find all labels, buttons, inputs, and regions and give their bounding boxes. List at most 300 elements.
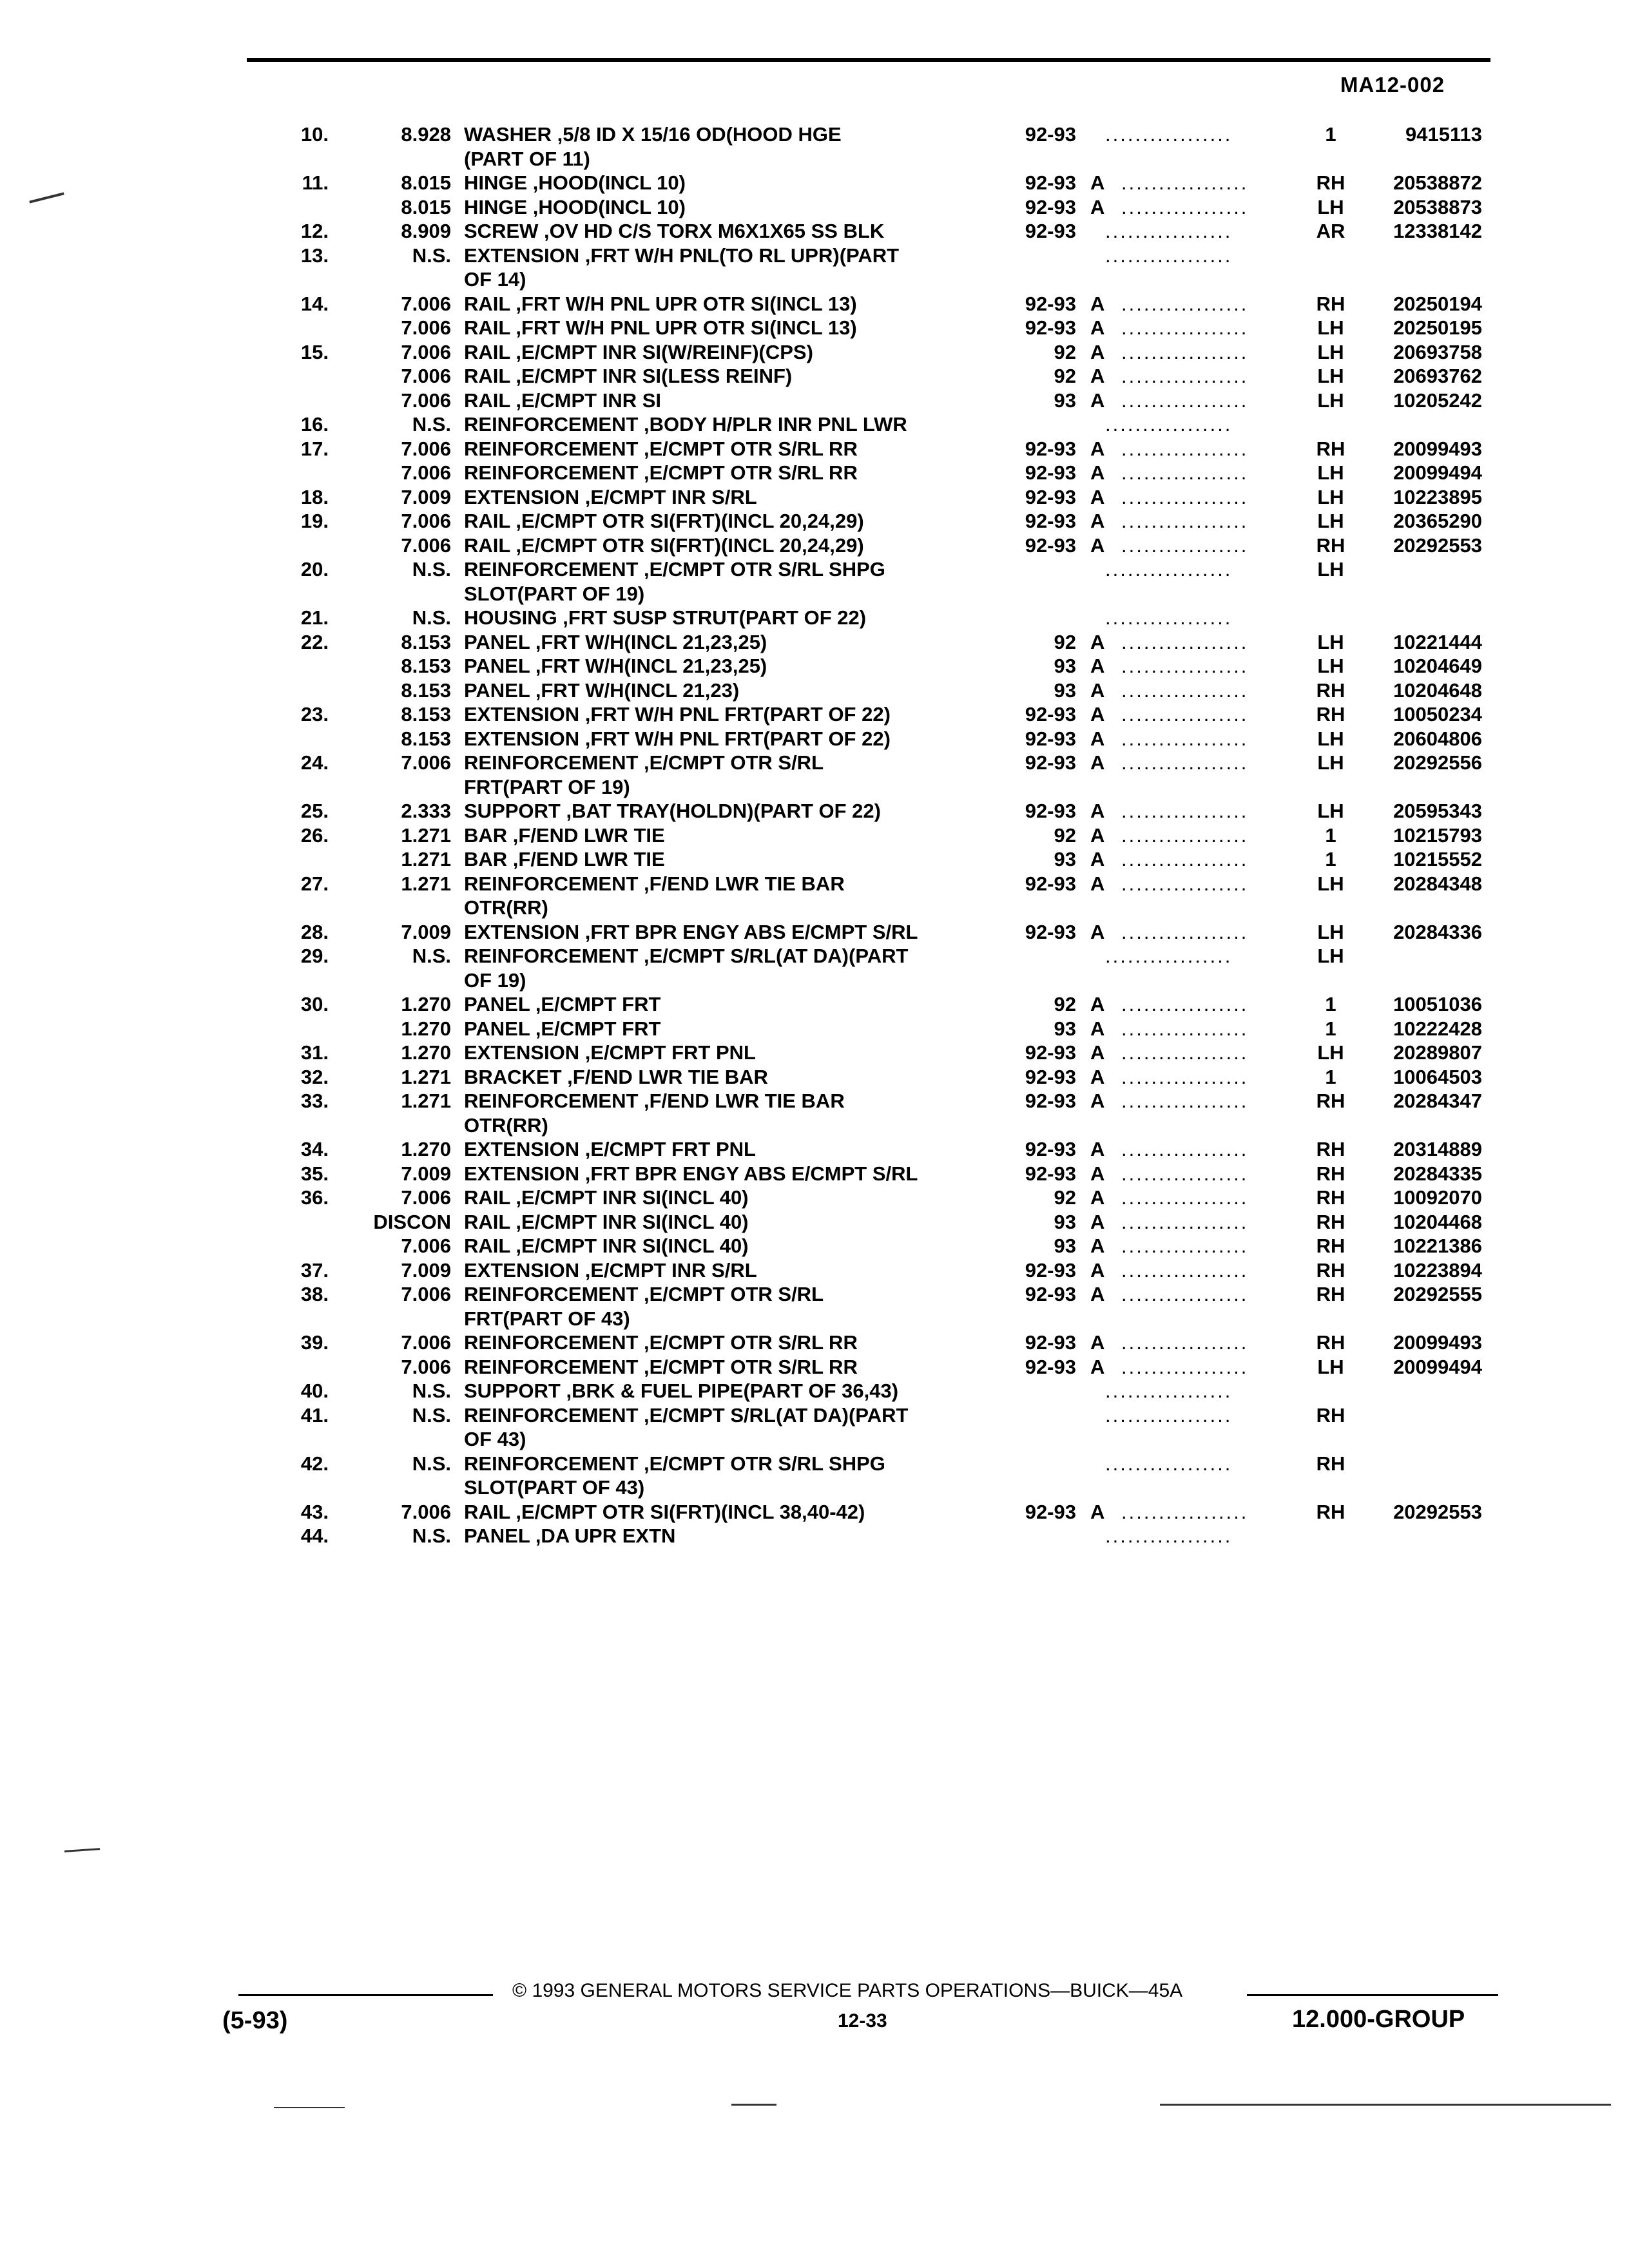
- group-number: 8.153: [401, 703, 451, 726]
- part-description: [464, 437, 999, 461]
- quantity: RH: [1316, 1235, 1345, 1257]
- leader-dots: .................: [1121, 1331, 1249, 1354]
- model-code: A: [1090, 365, 1105, 387]
- model-code: A: [1090, 461, 1105, 484]
- part-description: [464, 992, 999, 1017]
- leader-dots: .................: [1121, 533, 1249, 557]
- part-number: 20292556: [1393, 751, 1482, 774]
- description-text: EXTENSION ,FRT W/H PNL FRT(PART OF 22): [464, 703, 897, 726]
- leader-dots: .................: [1121, 389, 1249, 412]
- model-code: A: [1090, 1283, 1105, 1305]
- description-text: RAIL ,E/CMPT INR SI: [464, 389, 668, 412]
- model-code: A: [1090, 751, 1105, 774]
- group-number: N.S.: [412, 945, 451, 967]
- model-year: 92-93: [1025, 1258, 1076, 1282]
- model-year: 92-93: [1025, 1283, 1076, 1305]
- table-row: [277, 1500, 1501, 1524]
- table-row: [277, 1379, 1501, 1403]
- part-number: 9415113: [1405, 123, 1482, 146]
- description-text: RAIL ,E/CMPT OTR SI(FRT)(INCL 38,40-42): [464, 1501, 871, 1523]
- group-number: 8.153: [401, 655, 451, 677]
- description-text: BAR ,F/END LWR TIE: [464, 848, 671, 870]
- leader-dots: .................: [1121, 751, 1249, 774]
- part-description: [464, 872, 999, 896]
- leader-dots: .................: [1105, 1403, 1233, 1427]
- part-number: 20289807: [1393, 1041, 1482, 1064]
- model-year: 92-93: [1025, 1500, 1076, 1523]
- quantity: RH: [1316, 1162, 1345, 1185]
- model-year: 93: [1054, 389, 1076, 412]
- ref-number: 11.: [302, 171, 329, 194]
- part-number: 20292553: [1393, 1500, 1482, 1523]
- part-number: 20292553: [1393, 533, 1482, 557]
- ref-number: 17.: [300, 437, 329, 460]
- quantity: LH: [1317, 389, 1344, 412]
- table-row: [277, 1113, 1501, 1138]
- part-description: [464, 727, 999, 751]
- part-description: [464, 702, 999, 727]
- ref-number: 27.: [300, 872, 329, 895]
- description-text: OF 43): [464, 1428, 532, 1450]
- part-number: 20099494: [1393, 461, 1482, 484]
- model-year: 92-93: [1025, 533, 1076, 557]
- description-text: RAIL ,E/CMPT INR SI(INCL 40): [464, 1186, 755, 1209]
- leader-dots: .................: [1121, 1017, 1249, 1040]
- leader-dots: .................: [1121, 993, 1249, 1015]
- group-number: 1.271: [401, 1065, 451, 1088]
- ref-number: 12.: [300, 220, 329, 242]
- table-row: [277, 267, 1501, 292]
- model-code: A: [1090, 920, 1105, 943]
- leader-dots: .................: [1105, 1452, 1233, 1475]
- leader-dots: .................: [1121, 872, 1249, 895]
- part-number: 10223894: [1393, 1258, 1482, 1282]
- ref-number: 14.: [300, 292, 329, 315]
- description-text: OTR(RR): [464, 1114, 555, 1137]
- description-text: EXTENSION ,E/CMPT INR S/RL: [464, 486, 764, 508]
- part-description: [464, 582, 1269, 606]
- leader-dots: .................: [1121, 1041, 1249, 1064]
- scan-mark: [29, 192, 64, 203]
- part-description: [464, 1427, 1269, 1452]
- part-description: [464, 461, 999, 485]
- part-number: 20314889: [1393, 1138, 1482, 1160]
- model-year: 92-93: [1025, 195, 1076, 218]
- description-text: REINFORCEMENT ,E/CMPT OTR S/RL RR: [464, 1356, 864, 1378]
- quantity: RH: [1316, 171, 1345, 194]
- table-row: [277, 1017, 1501, 1041]
- table-row: [277, 606, 1501, 630]
- model-year: 92-93: [1025, 510, 1076, 532]
- group-number: 7.006: [401, 292, 451, 315]
- description-text: PANEL ,FRT W/H(INCL 21,23): [464, 679, 746, 702]
- leader-dots: .................: [1105, 1524, 1233, 1547]
- table-row: [277, 678, 1501, 703]
- leader-dots: .................: [1121, 292, 1249, 315]
- leader-dots: .................: [1105, 1379, 1233, 1402]
- part-description: [464, 1089, 999, 1113]
- leader-dots: .................: [1121, 195, 1249, 218]
- group-number: 7.006: [401, 461, 451, 484]
- model-year: 93: [1054, 848, 1076, 870]
- table-row: [277, 557, 1501, 582]
- part-number: 20604806: [1393, 727, 1482, 750]
- model-code: A: [1090, 1065, 1105, 1088]
- group-number: 8.153: [401, 630, 451, 653]
- leader-dots: .................: [1121, 1258, 1249, 1282]
- description-text: EXTENSION ,E/CMPT FRT PNL: [464, 1138, 762, 1160]
- quantity: RH: [1316, 678, 1345, 702]
- group-number: 7.009: [401, 1258, 451, 1282]
- group-number: 2.333: [401, 800, 451, 822]
- part-description: [464, 267, 1269, 292]
- ref-number: 36.: [300, 1186, 329, 1209]
- leader-dots: .................: [1121, 510, 1249, 532]
- description-text: REINFORCEMENT ,E/CMPT OTR S/RL: [464, 751, 830, 774]
- table-row: [277, 968, 1501, 993]
- part-description: [464, 968, 1269, 993]
- group-number: 7.006: [401, 751, 451, 774]
- part-number: 20099493: [1393, 1331, 1482, 1354]
- part-description: [464, 1500, 999, 1524]
- leader-dots: .................: [1121, 800, 1249, 822]
- model-code: A: [1090, 1041, 1105, 1064]
- description-text: PANEL ,DA UPR EXTN: [464, 1524, 682, 1547]
- quantity: RH: [1316, 1138, 1345, 1160]
- description-text: BAR ,F/END LWR TIE: [464, 824, 671, 847]
- model-code: A: [1090, 171, 1105, 194]
- description-text: SLOT(PART OF 43): [464, 1476, 651, 1499]
- part-description: [464, 171, 999, 195]
- ref-number: 25.: [300, 800, 329, 822]
- ref-number: 37.: [300, 1258, 329, 1282]
- quantity: RH: [1316, 1186, 1345, 1209]
- ref-number: 23.: [300, 703, 329, 726]
- description-text: EXTENSION ,FRT BPR ENGY ABS E/CMPT S/RL: [464, 1162, 924, 1185]
- quantity: AR: [1316, 220, 1345, 242]
- part-number: 20284347: [1393, 1090, 1482, 1112]
- quantity: RH: [1316, 1258, 1345, 1282]
- quantity: 1: [1325, 993, 1336, 1015]
- ref-number: 10.: [300, 123, 329, 146]
- part-number: 20284348: [1393, 872, 1482, 895]
- group-number: 7.009: [401, 920, 451, 943]
- model-code: A: [1090, 510, 1105, 532]
- part-description: [464, 1355, 999, 1379]
- description-text: HOUSING ,FRT SUSP STRUT(PART OF 22): [464, 606, 872, 629]
- quantity: LH: [1317, 1041, 1344, 1064]
- leader-dots: .................: [1121, 1500, 1249, 1523]
- part-number: 10215552: [1393, 848, 1482, 870]
- quantity: RH: [1316, 292, 1345, 315]
- model-code: A: [1090, 1162, 1105, 1185]
- model-code: A: [1090, 1090, 1105, 1112]
- ref-number: 22.: [300, 630, 329, 653]
- table-row: [277, 1307, 1501, 1331]
- part-number: 20099493: [1393, 437, 1482, 460]
- ref-number: 32.: [300, 1065, 329, 1088]
- footer-rule-right: [1247, 1994, 1498, 1996]
- quantity: LH: [1317, 316, 1344, 339]
- group-number: N.S.: [412, 1524, 451, 1547]
- leader-dots: .................: [1121, 365, 1249, 387]
- quantity: 1: [1325, 1017, 1336, 1040]
- model-year: 92-93: [1025, 123, 1076, 146]
- table-row: [277, 896, 1501, 920]
- group-number: 7.006: [401, 1283, 451, 1305]
- part-number: 10204468: [1393, 1210, 1482, 1233]
- table-row: [277, 1331, 1501, 1355]
- part-number: 10064503: [1393, 1065, 1482, 1088]
- description-text: HINGE ,HOOD(INCL 10): [464, 196, 692, 218]
- model-year: 92-93: [1025, 171, 1076, 194]
- model-code: A: [1090, 800, 1105, 822]
- model-code: A: [1090, 1258, 1105, 1282]
- revision-date: (5-93): [222, 2007, 288, 2034]
- model-year: 92-93: [1025, 1355, 1076, 1378]
- quantity: RH: [1316, 533, 1345, 557]
- group-number: 7.006: [401, 437, 451, 460]
- quantity: LH: [1317, 751, 1344, 774]
- model-code: A: [1090, 533, 1105, 557]
- part-description: [464, 485, 999, 510]
- table-row: [277, 775, 1501, 800]
- description-text: RAIL ,E/CMPT OTR SI(FRT)(INCL 20,24,29): [464, 510, 871, 532]
- footer-rule-left: [238, 1994, 493, 1996]
- quantity: RH: [1316, 1210, 1345, 1233]
- ref-number: 38.: [300, 1283, 329, 1305]
- model-year: 92-93: [1025, 703, 1076, 726]
- page-number: 12-33: [838, 2010, 887, 2032]
- description-text: REINFORCEMENT ,E/CMPT S/RL(AT DA)(PART: [464, 1404, 914, 1427]
- description-text: OTR(RR): [464, 896, 555, 919]
- part-description: [464, 389, 999, 413]
- leader-dots: .................: [1121, 171, 1249, 194]
- model-code: A: [1090, 1210, 1105, 1233]
- leader-dots: .................: [1121, 1186, 1249, 1209]
- description-text: RAIL ,E/CMPT INR SI(W/REINF)(CPS): [464, 341, 820, 363]
- model-year: 92-93: [1025, 727, 1076, 750]
- description-text: HINGE ,HOOD(INCL 10): [464, 171, 692, 194]
- group-number: N.S.: [412, 1379, 451, 1402]
- table-row: [277, 437, 1501, 461]
- group-number: 8.015: [401, 171, 451, 194]
- model-code: A: [1090, 292, 1105, 315]
- group-number: 8.015: [401, 195, 451, 218]
- part-description: [464, 654, 999, 678]
- group-number: 7.006: [401, 1331, 451, 1354]
- table-row: [277, 1452, 1501, 1476]
- part-number: 20292555: [1393, 1283, 1482, 1305]
- description-text: REINFORCEMENT ,BODY H/PLR INR PNL LWR: [464, 413, 914, 436]
- part-description: [464, 630, 999, 655]
- group-number: 7.006: [401, 533, 451, 557]
- table-row: [277, 364, 1501, 389]
- group-number: N.S.: [412, 606, 451, 629]
- quantity: RH: [1316, 703, 1345, 726]
- part-description: [464, 1137, 999, 1162]
- leader-dots: .................: [1105, 244, 1233, 267]
- top-rule: [247, 58, 1490, 62]
- part-number: 10223895: [1393, 485, 1482, 508]
- part-number: 10204649: [1393, 655, 1482, 677]
- part-number: 10204648: [1393, 678, 1482, 702]
- table-row: [277, 992, 1501, 1017]
- model-code: A: [1090, 823, 1105, 847]
- part-number: 10050234: [1393, 703, 1482, 726]
- part-description: [464, 533, 999, 558]
- description-text: PANEL ,FRT W/H(INCL 21,23,25): [464, 631, 773, 653]
- part-number: 10051036: [1393, 993, 1482, 1015]
- description-text: (PART OF 11): [464, 148, 597, 170]
- quantity: 1: [1325, 123, 1336, 146]
- description-text: REINFORCEMENT ,E/CMPT OTR S/RL: [464, 1283, 830, 1305]
- leader-dots: .................: [1121, 1090, 1249, 1112]
- group-number: 7.006: [401, 365, 451, 387]
- part-number: 20250194: [1393, 292, 1482, 315]
- model-code: A: [1090, 340, 1105, 363]
- description-text: REINFORCEMENT ,E/CMPT OTR S/RL RR: [464, 461, 864, 484]
- model-year: 92: [1054, 993, 1076, 1015]
- model-year: 93: [1054, 1210, 1076, 1233]
- leader-dots: .................: [1105, 220, 1233, 242]
- quantity: LH: [1317, 340, 1344, 363]
- model-year: 93: [1054, 1017, 1076, 1040]
- leader-dots: .................: [1105, 945, 1233, 967]
- scan-mark: [731, 2104, 776, 2106]
- table-row: [277, 727, 1501, 751]
- group-number: 7.006: [401, 1355, 451, 1378]
- ref-number: 20.: [300, 558, 329, 581]
- part-description: [464, 219, 999, 244]
- part-description: [464, 195, 999, 220]
- scan-mark: [1160, 2104, 1611, 2106]
- description-text: FRT(PART OF 19): [464, 776, 637, 798]
- quantity: RH: [1316, 1500, 1345, 1523]
- leader-dots: .................: [1105, 123, 1233, 146]
- table-row: [277, 751, 1501, 775]
- part-description: [464, 751, 999, 775]
- group-number: 1.270: [401, 993, 451, 1015]
- parts-list: [277, 122, 1501, 1548]
- scan-mark: [64, 1848, 100, 1852]
- group-number: 7.009: [401, 485, 451, 508]
- group-number: 7.006: [401, 316, 451, 339]
- group-number: N.S.: [412, 1452, 451, 1475]
- description-text: RAIL ,E/CMPT OTR SI(FRT)(INCL 20,24,29): [464, 534, 871, 557]
- model-year: 93: [1054, 655, 1076, 677]
- part-description: [464, 1331, 999, 1355]
- description-text: EXTENSION ,FRT BPR ENGY ABS E/CMPT S/RL: [464, 921, 924, 943]
- ref-number: 21.: [300, 606, 329, 629]
- table-row: [277, 1524, 1501, 1548]
- model-year: 92: [1054, 1186, 1076, 1209]
- table-row: [277, 1403, 1501, 1428]
- quantity: RH: [1316, 1283, 1345, 1305]
- leader-dots: .................: [1121, 703, 1249, 726]
- description-text: REINFORCEMENT ,E/CMPT OTR S/RL SHPG: [464, 558, 892, 581]
- group-number: 7.006: [401, 510, 451, 532]
- ref-number: 18.: [300, 485, 329, 508]
- part-description: [464, 316, 999, 340]
- leader-dots: .................: [1121, 340, 1249, 363]
- description-text: SCREW ,OV HD C/S TORX M6X1X65 SS BLK: [464, 220, 891, 242]
- quantity: LH: [1317, 485, 1344, 508]
- group-label: 12.000-GROUP: [1292, 2006, 1465, 2033]
- model-year: 92-93: [1025, 1162, 1076, 1185]
- description-text: WASHER ,5/8 ID X 15/16 OD(HOOD HGE: [464, 123, 848, 146]
- ref-number: 42.: [300, 1452, 329, 1475]
- part-number: 10092070: [1393, 1186, 1482, 1209]
- model-code: A: [1090, 1017, 1105, 1040]
- part-description: [464, 1113, 1269, 1138]
- quantity: LH: [1317, 800, 1344, 822]
- leader-dots: .................: [1121, 727, 1249, 750]
- table-row: [277, 823, 1501, 848]
- model-code: A: [1090, 848, 1105, 870]
- model-year: 92: [1054, 823, 1076, 847]
- part-number: 20538873: [1393, 195, 1482, 218]
- table-row: [277, 1234, 1501, 1258]
- part-description: [464, 1210, 999, 1235]
- group-number: 8.928: [401, 123, 451, 146]
- ref-number: 15.: [300, 340, 329, 363]
- table-row: [277, 122, 1501, 147]
- part-description: [464, 1065, 999, 1090]
- table-row: [277, 1355, 1501, 1379]
- model-year: 92-93: [1025, 316, 1076, 339]
- description-text: PANEL ,FRT W/H(INCL 21,23,25): [464, 655, 773, 677]
- table-row: [277, 920, 1501, 945]
- ref-number: 13.: [300, 244, 329, 267]
- description-text: PANEL ,E/CMPT FRT: [464, 993, 667, 1015]
- description-text: RAIL ,FRT W/H PNL UPR OTR SI(INCL 13): [464, 316, 863, 339]
- quantity: RH: [1316, 1090, 1345, 1112]
- part-number: 20250195: [1393, 316, 1482, 339]
- quantity: LH: [1317, 630, 1344, 653]
- description-text: OF 19): [464, 969, 532, 992]
- model-code: A: [1090, 993, 1105, 1015]
- part-description: [464, 775, 1269, 800]
- part-number: 20365290: [1393, 510, 1482, 532]
- group-number: 1.270: [401, 1138, 451, 1160]
- part-description: [464, 1186, 999, 1210]
- part-description: [464, 292, 999, 316]
- model-code: A: [1090, 1235, 1105, 1257]
- model-code: A: [1090, 703, 1105, 726]
- part-number: 20693762: [1393, 365, 1482, 387]
- table-row: [277, 799, 1501, 823]
- model-year: 92-93: [1025, 485, 1076, 508]
- model-code: A: [1090, 1500, 1105, 1523]
- description-text: REINFORCEMENT ,F/END LWR TIE BAR: [464, 872, 851, 895]
- ref-number: 29.: [300, 945, 329, 967]
- ref-number: 39.: [300, 1331, 329, 1354]
- leader-dots: .................: [1121, 485, 1249, 508]
- part-description: [464, 1282, 999, 1307]
- table-row: [277, 244, 1501, 268]
- group-number: 1.270: [401, 1017, 451, 1040]
- description-text: SLOT(PART OF 19): [464, 582, 651, 605]
- model-code: A: [1090, 630, 1105, 653]
- table-row: [277, 461, 1501, 485]
- leader-dots: .................: [1121, 678, 1249, 702]
- description-text: RAIL ,E/CMPT INR SI(INCL 40): [464, 1211, 755, 1233]
- quantity: LH: [1317, 558, 1344, 581]
- quantity: LH: [1317, 945, 1344, 967]
- leader-dots: .................: [1121, 1065, 1249, 1088]
- scan-mark: [274, 2107, 345, 2108]
